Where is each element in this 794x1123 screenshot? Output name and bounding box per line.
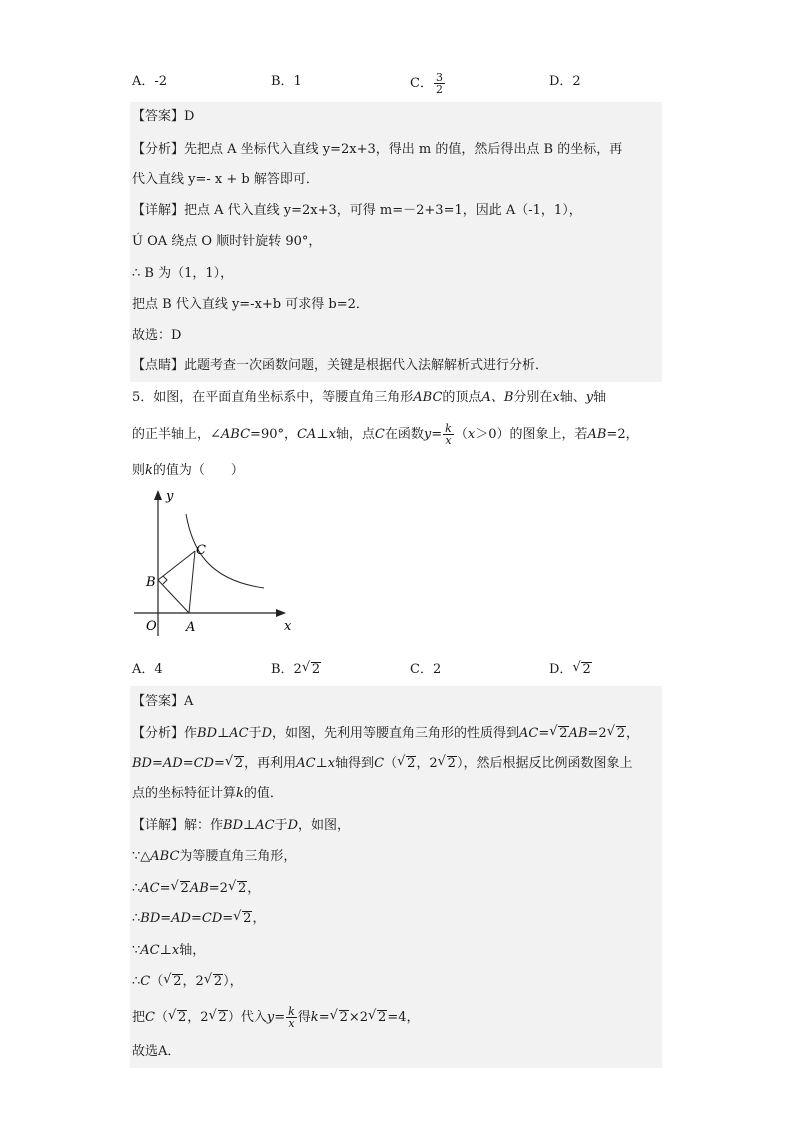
text: ，如图， [298,818,351,833]
sqrt: √ 2 [581,662,591,676]
q5-stem-line3 [132,461,244,481]
text: 于 [274,818,288,833]
q4-option-a: A．-2 [132,74,168,89]
text: 【详解】解：作 [132,818,224,833]
math: y [585,390,594,405]
text: 的值． [243,786,283,801]
q4-detail-line2: Ú OA 绕点 O 顺时针旋转 90°， [132,234,322,249]
text: ∴ [132,974,141,989]
text: = [222,911,234,926]
text: ， [252,911,266,926]
label-c: C [196,543,206,558]
math: AC [519,726,539,741]
math: AB [587,427,607,442]
math: BD [140,911,161,926]
q4-analysis-line2: 代入直线 y=- x + b 解答即可． [132,172,319,187]
q4-detail-line3: ∴ B 为（1，1）， [132,266,234,281]
label-a: A [186,620,196,635]
text: 轴得到 [335,756,375,771]
text: ⊥ [315,756,328,771]
text: （ [454,427,468,442]
q4-option-c [410,72,446,95]
q5-detail-line4 [132,909,265,929]
math: x [552,390,560,405]
text: 点的坐标特征计算 [132,786,237,801]
text: =90°， [250,427,297,442]
sqrt: √ 2 [218,1010,228,1024]
q5-detail-line6 [132,972,243,992]
sqrt: √ 2 [406,756,416,770]
text: = [431,427,443,442]
math: k [145,463,153,478]
frac-den: x [445,434,452,447]
q4-option-b: B．1 [271,74,302,89]
q5-detail-line1 [132,816,350,836]
text: = [182,756,194,771]
q5-analysis-line3 [132,784,283,804]
text: 的值为（ ） [152,463,244,478]
text: 5．如图，在平面直角坐标系中，等腰直角三角形 [132,390,414,405]
sqrt: √ 2 [237,881,247,895]
text: =2 [208,881,228,896]
sqrt: √ 2 [213,974,223,988]
sqrt: √ 2 [180,881,190,895]
math: AC [229,726,249,741]
text: ），然后根据反比例函数图象上 [456,756,633,771]
q4-option-c-label: C． [410,76,433,91]
frac-den: x [288,1017,295,1030]
math: C [374,427,385,442]
frac-num: 3 [435,71,443,84]
math: C [145,1010,155,1025]
q5-detail-line5 [132,941,205,961]
text: =4， [387,1010,420,1025]
math: AB [189,881,209,896]
math: BD [132,756,152,771]
math: ABC [413,390,443,405]
text: ∴ [132,881,141,896]
math: CA [296,427,317,442]
text: ）， [223,974,243,989]
frac-num: k [445,422,452,435]
text: ，再利用 [244,756,297,771]
q4-comment: 【点睛】此题考查一次函数问题，关键是根据代入法解解析式进行分析． [132,358,549,373]
math: AB [568,726,588,741]
text: ∵△ [132,849,151,864]
math: AC [255,818,275,833]
frac-num: k [288,1005,295,1018]
q4-answer: 【答案】D [132,109,195,124]
text: ＞0）的图象上，若 [475,427,588,442]
sqrt: √ 2 [177,1010,187,1024]
x-axis-arrow [276,609,286,617]
text: 轴， [179,943,206,958]
math: BD [223,818,243,833]
sqrt: √ 2 [234,756,244,770]
math: AD [171,911,191,926]
sqrt: √ 2 [616,726,626,740]
text: = [151,756,163,771]
k-over-x-fraction [443,423,454,446]
segment-ca [189,551,195,613]
text: 于 [248,726,262,741]
text: D． [549,662,573,677]
label-y: y [166,489,174,504]
sqrt: √ 2 [339,1010,349,1024]
q4-detail-line5: 故选：D [132,328,182,343]
math: AC [140,943,160,958]
y-axis-arrow [154,490,162,500]
sqrt: √ 2 [377,1010,387,1024]
sqrt: √ 2 [447,756,457,770]
text: （ [150,974,164,989]
q5-analysis-line1 [132,724,639,744]
q4-option-c-fraction [434,72,445,95]
math: x [327,756,336,771]
text: ⊥ [159,943,172,958]
q5-detail-line8: 故选A． [132,1044,181,1059]
frac-den: 2 [435,83,443,96]
text: ）代入 [227,1010,267,1025]
math: x [467,427,476,442]
math: k [310,1010,319,1025]
label-o: O [146,619,157,634]
math: y [266,1010,275,1025]
text: ⊥ [217,726,230,741]
text: 为等腰直角三角形， [179,849,297,864]
math: CD [201,911,223,926]
q5-figure [132,488,302,640]
q5-detail-line3 [132,879,260,899]
text: 轴 [593,390,607,405]
q5-detail-line2 [132,847,296,867]
text: B．2 [271,662,302,677]
math: AC [140,881,160,896]
text: = [213,756,225,771]
q5-option-a: A．4 [132,662,163,677]
sqrt: √ 2 [558,726,568,740]
q5-stem-line1 [132,388,606,408]
q5-detail-line7 [132,1006,420,1029]
math: C [374,756,385,771]
q4-detail-line4: 把点 B 代入直线 y=-x+b 可求得 b=2． [132,297,369,312]
text: 的正半轴上，∠ [132,427,221,442]
label-x: x [284,619,292,634]
math: x [171,943,180,958]
text: = [274,1010,286,1025]
math: y [423,427,432,442]
text: ×2 [348,1010,369,1025]
sqrt: √ 2 [172,974,182,988]
text: =2 [587,726,607,741]
text: ⊥ [243,818,256,833]
text: ，2 [416,756,438,771]
text: ∵ [132,943,141,958]
text: 轴，点 [335,427,375,442]
math: x [328,427,336,442]
math: AC [296,756,316,771]
math: k [236,786,244,801]
text: ∴ [132,911,141,926]
text: = [190,911,202,926]
q5-analysis-line2 [132,754,632,774]
text: ⊥ [316,427,329,442]
sqrt: √ 2 [242,911,252,925]
segment-ab [158,580,189,613]
right-angle-mark [163,576,167,584]
q5-stem-line2 [132,423,639,446]
q5-option-d [549,660,592,680]
text: ， [625,726,639,741]
sqrt: √ 2 [311,662,321,676]
math: D [261,726,273,741]
text: ， [247,881,261,896]
text: （ [384,756,398,771]
text: （ [154,1010,168,1025]
q5-answer: 【答案】A [132,694,194,709]
text: 【分析】作 [132,726,198,741]
k-over-x-fraction [286,1006,297,1029]
text: ，2 [187,1010,209,1025]
text: 分别在 [513,390,553,405]
q4-analysis-line1: 【分析】先把点 A 坐标代入直线 y=2x+3，得出 m 的值，然后得出点 B 的坐标，再 [132,142,623,157]
label-b: B [146,575,156,590]
math: ABC [150,849,180,864]
math: AD [162,756,183,771]
text: 轴、 [559,390,586,405]
text: = [159,881,171,896]
q5-option-c: C．2 [410,662,442,677]
text: 的顶点 [442,390,482,405]
q5-option-b [271,660,321,680]
text: =2， [606,427,639,442]
segment-bc [158,551,195,580]
text: 把 [132,1010,146,1025]
text: ，2 [182,974,204,989]
text: ，如图，先利用等腰直角三角形的性质得到 [272,726,520,741]
math: A、B [481,390,514,405]
math: BD [197,726,217,741]
math: D [287,818,299,833]
text: 得 [297,1010,311,1025]
math: CD [193,756,214,771]
math: C [140,974,151,989]
text: = [538,726,550,741]
text: 在函数 [384,427,424,442]
q4-option-d: D．2 [549,74,581,89]
q4-detail-line1: 【详解】把点 A 代入直线 y=2x+3，可得 m=－2+3=1，因此 A（-1，1）， [132,203,582,218]
math: ABC [220,427,251,442]
text: = [160,911,172,926]
text: = [318,1010,330,1025]
text: 则 [132,463,146,478]
